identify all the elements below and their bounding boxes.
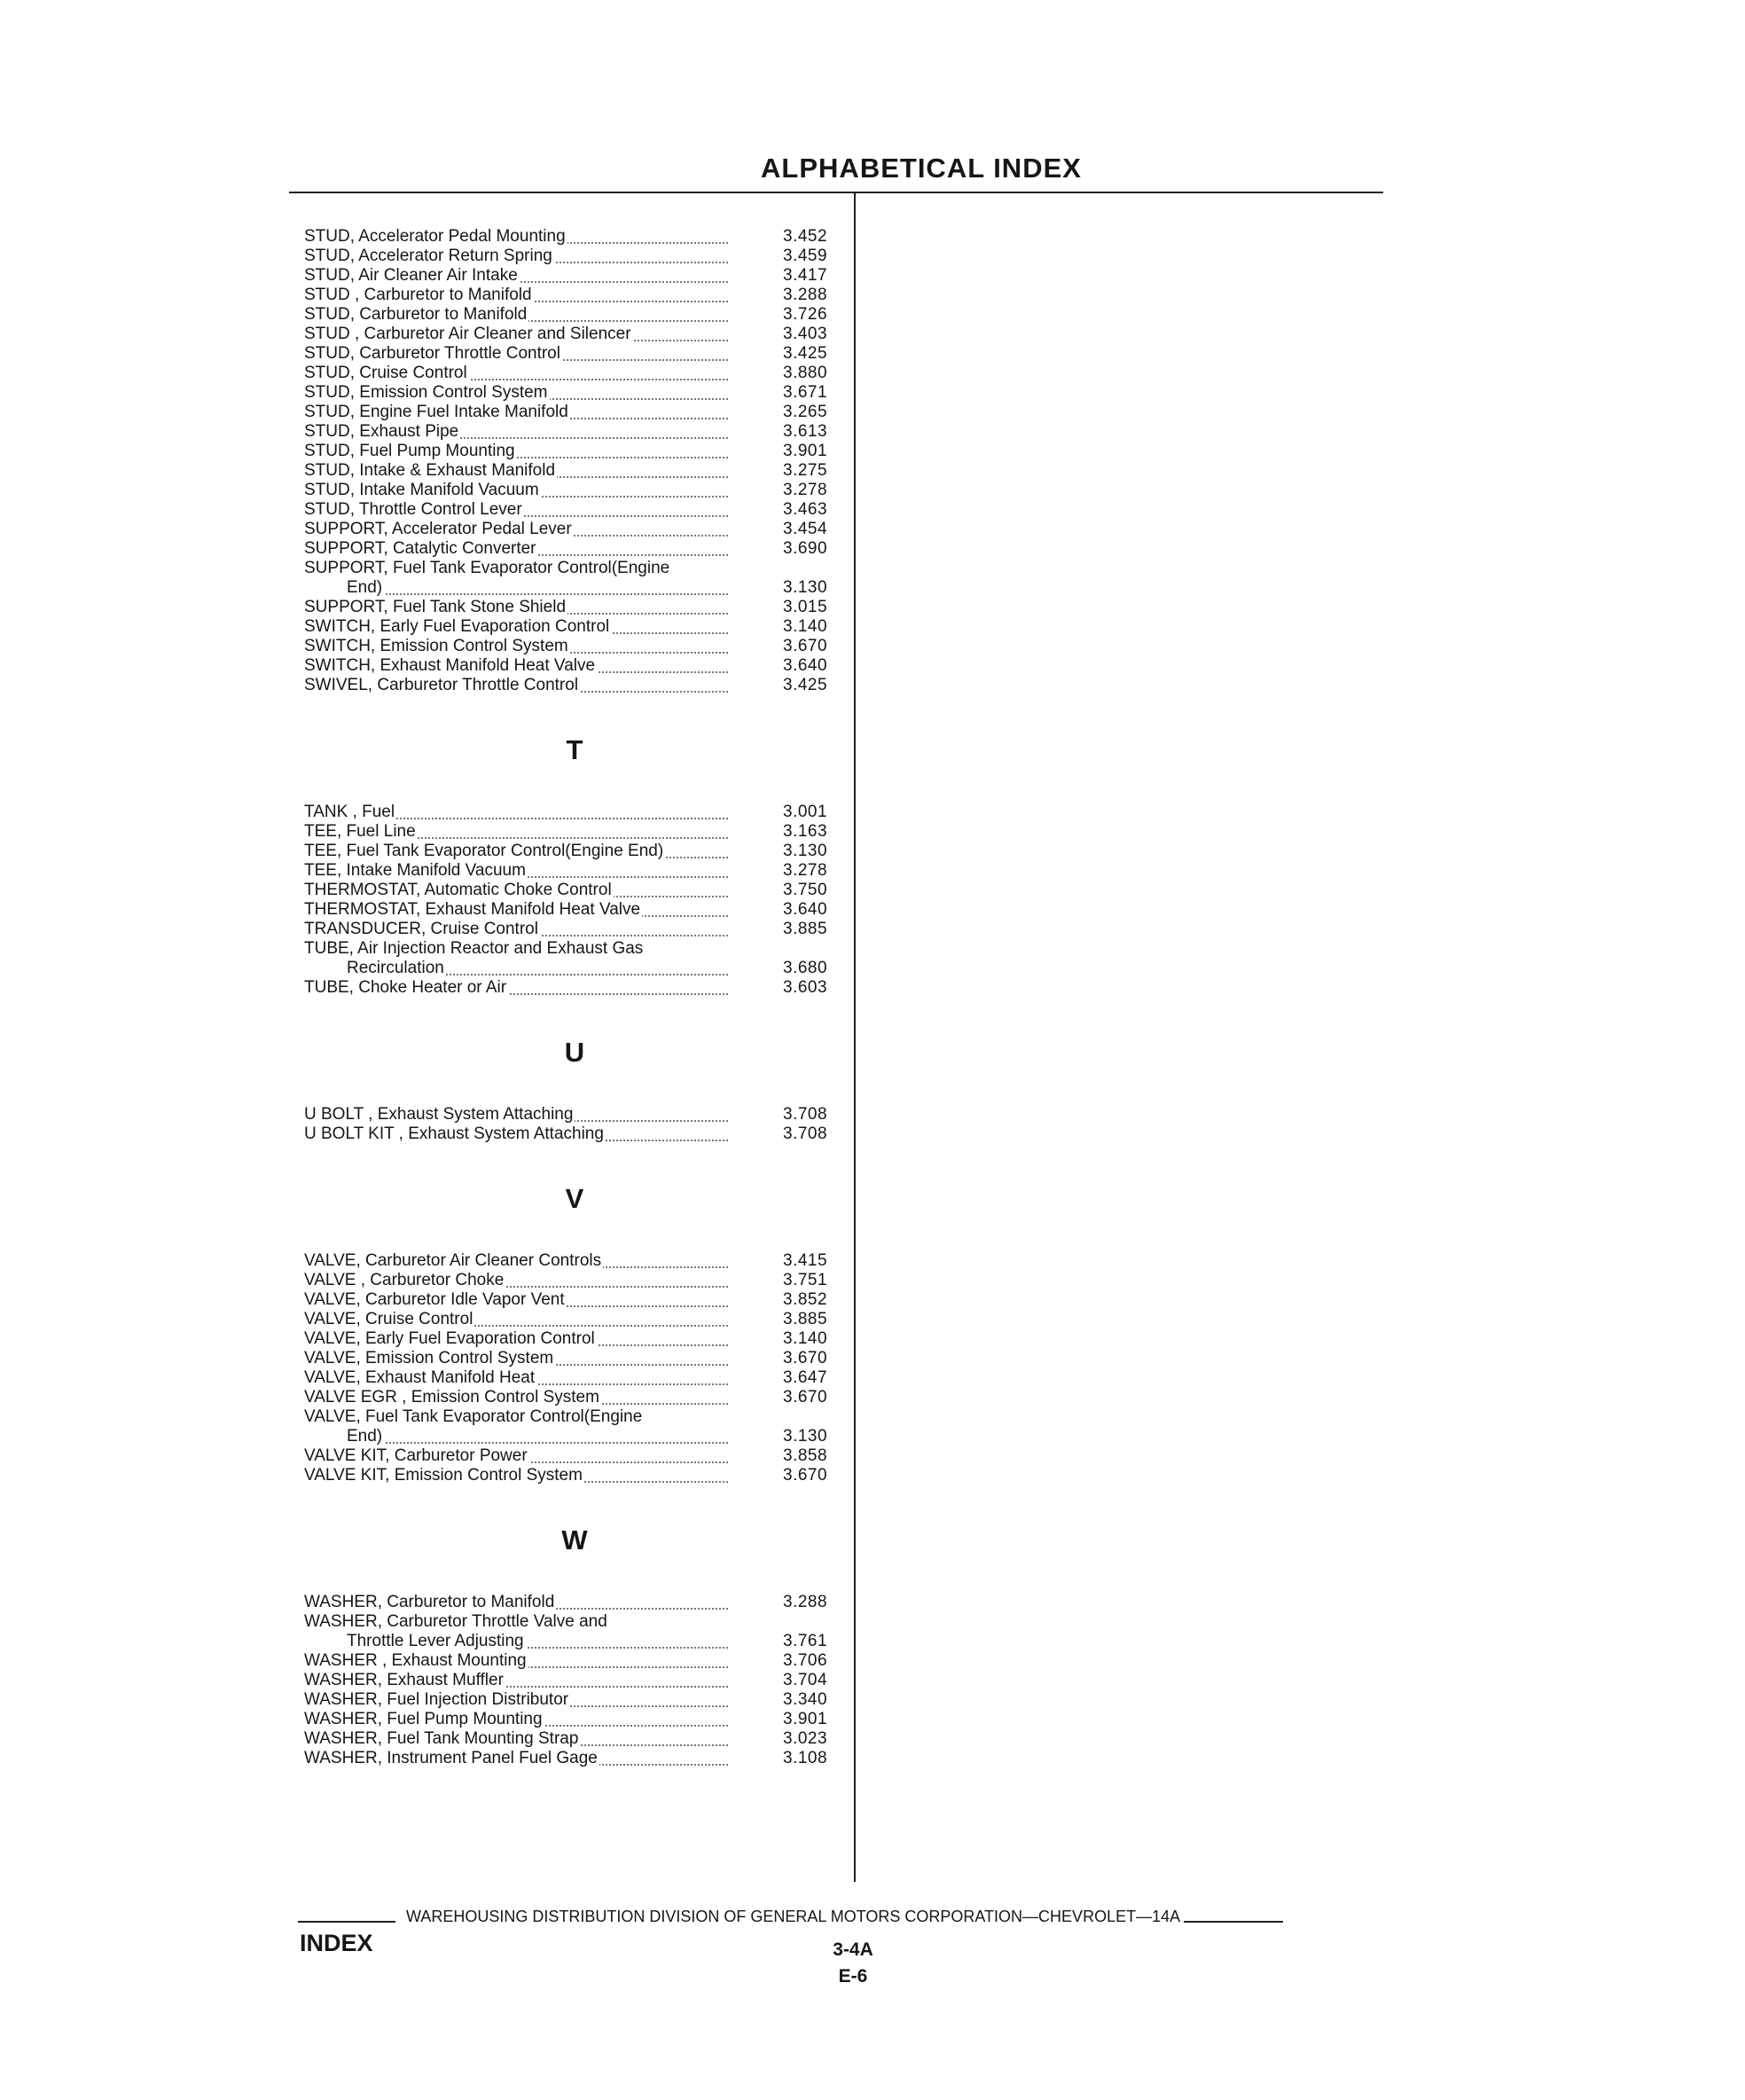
entry-page-ref: 3.140: [783, 1329, 828, 1348]
footer-division-line: [298, 1905, 1406, 1926]
index-entry: [304, 920, 845, 939]
entry-page-ref: 3.761: [783, 1632, 828, 1650]
entry-page-ref: 3.415: [783, 1251, 828, 1270]
entry-page-ref: 3.726: [783, 305, 828, 324]
entry-label: WASHER, Fuel Injection Distributor: [304, 1690, 569, 1709]
entry-label: TEE, Fuel Tank Evaporator Control(Engine End): [304, 842, 664, 860]
entry-page-ref: 3.751: [783, 1271, 828, 1289]
entry-label: STUD, Fuel Pump Mounting: [304, 442, 515, 460]
index-section: [304, 736, 845, 998]
index-section: [304, 1185, 845, 1485]
entry-page-ref: 3.459: [783, 247, 828, 265]
entry-page-ref: 3.108: [783, 1749, 828, 1767]
entry-page-ref: 3.288: [783, 1593, 828, 1611]
page-number: 3-4A: [833, 1939, 873, 1960]
entry-page-ref: 3.670: [783, 1466, 828, 1485]
entry-label: SWITCH, Emission Control System: [304, 637, 568, 655]
entry-label: TEE, Intake Manifold Vacuum: [304, 861, 526, 880]
index-entry: [304, 1612, 845, 1651]
index-section: [304, 1526, 845, 1768]
footer-division-text: WAREHOUSING DISTRIBUTION DIVISION OF GENERAL MOTORS CORPORATION—CHEVROLET—14A: [406, 1908, 1181, 1925]
entry-label: SUPPORT, Catalytic Converter: [304, 539, 536, 558]
section-letter: U: [564, 1037, 585, 1068]
entry-label: VALVE KIT, Emission Control System: [304, 1466, 583, 1485]
entry-continuation-text: End): [304, 578, 384, 597]
index-entry: [304, 656, 845, 676]
entry-page-ref: 3.670: [783, 1388, 828, 1407]
entry-label: TUBE, Air Injection Reactor and Exhaust Gas: [304, 939, 644, 958]
entry-label: STUD, Air Cleaner Air Intake: [304, 266, 518, 285]
entry-label: TRANSDUCER, Cruise Control: [304, 920, 538, 938]
index-entry: [304, 1593, 845, 1612]
entry-page-ref: 3.130: [783, 842, 828, 860]
index-entry: [304, 1729, 845, 1749]
entry-page-ref: 3.140: [783, 617, 828, 636]
index-entry: [304, 559, 845, 598]
footer-page-number: [826, 1937, 880, 1990]
page-code: E-6: [838, 1966, 868, 1986]
entry-page-ref: 3.640: [783, 900, 828, 919]
entry-page-ref: 3.880: [783, 364, 828, 382]
entry-label-cell: [304, 1124, 728, 1144]
entry-label: VALVE, Cruise Control: [304, 1310, 473, 1328]
page-title: ALPHABETICAL INDEX: [761, 153, 1082, 184]
entry-label: TUBE, Choke Heater or Air: [304, 978, 507, 997]
entry-page-ref: 3.425: [783, 676, 828, 694]
title-rule: [289, 192, 1383, 193]
entry-label: WASHER, Instrument Panel Fuel Gage: [304, 1749, 598, 1767]
index-entry: [304, 617, 845, 637]
entry-page-ref: 3.670: [783, 637, 828, 655]
entry-label: SUPPORT, Fuel Tank Stone Shield: [304, 598, 567, 616]
index-entry: [304, 881, 845, 900]
entry-label: WASHER, Exhaust Muffler: [304, 1671, 504, 1689]
entry-page-ref: 3.885: [783, 1310, 828, 1328]
entry-page-ref: 3.704: [783, 1671, 828, 1689]
entry-label: STUD, Carburetor to Manifold: [304, 305, 528, 324]
entry-label: VALVE, Emission Control System: [304, 1349, 554, 1367]
index-entry: [304, 1329, 845, 1349]
index-section: [304, 227, 845, 695]
entry-page-ref: 3.288: [783, 286, 828, 304]
index-entry: [304, 1388, 845, 1407]
entry-page-ref: 3.706: [783, 1651, 828, 1670]
entry-page-ref: 3.750: [783, 881, 828, 899]
entry-label: VALVE, Carburetor Air Cleaner Controls: [304, 1251, 602, 1270]
entry-label: STUD , Carburetor to Manifold: [304, 286, 532, 304]
entry-label-cell: [304, 1388, 728, 1407]
entry-label: WASHER , Exhaust Mounting: [304, 1651, 527, 1670]
entry-page-ref: 3.690: [783, 539, 828, 558]
section-letter: V: [565, 1183, 584, 1214]
entry-label: STUD, Cruise Control: [304, 364, 467, 382]
entry-page-ref: 3.130: [783, 578, 828, 597]
entry-label: TANK , Fuel: [304, 803, 395, 821]
entry-label: STUD, Accelerator Return Spring: [304, 247, 552, 265]
entry-page-ref: 3.425: [783, 344, 828, 363]
section-letter: W: [561, 1524, 588, 1555]
entry-page-ref: 3.708: [783, 1124, 828, 1143]
entry-label-cell: [304, 842, 728, 861]
entry-page-ref: 3.885: [783, 920, 828, 938]
entry-page-ref: 3.452: [783, 227, 828, 246]
entry-label-cell: [304, 1593, 728, 1612]
entry-label: THERMOSTAT, Automatic Choke Control: [304, 881, 612, 899]
entry-label-cell: [304, 539, 728, 559]
entry-page-ref: 3.852: [783, 1290, 828, 1309]
entry-label: STUD, Carburetor Throttle Control: [304, 344, 560, 363]
entry-page-ref: 3.680: [783, 959, 828, 977]
entry-label: STUD, Engine Fuel Intake Manifold: [304, 403, 568, 421]
entry-page-ref: 3.275: [783, 461, 828, 480]
entry-label: SUPPORT, Accelerator Pedal Lever: [304, 520, 572, 538]
entry-label: VALVE, Early Fuel Evaporation Control: [304, 1329, 595, 1348]
index-entry: [304, 539, 845, 559]
entry-label: STUD, Intake & Exhaust Manifold: [304, 461, 556, 480]
entry-label: STUD, Intake Manifold Vacuum: [304, 481, 539, 499]
entry-label: U BOLT , Exhaust System Attaching: [304, 1105, 574, 1124]
entry-page-ref: 3.613: [783, 422, 828, 441]
entry-continuation-text: Throttle Lever Adjusting: [304, 1632, 526, 1650]
entry-page-ref: 3.403: [783, 325, 828, 343]
entry-page-ref: 3.603: [783, 978, 828, 997]
entry-label: SUPPORT, Fuel Tank Evaporator Control(Engine: [304, 559, 670, 577]
entry-page-ref: 3.023: [783, 1729, 828, 1748]
index-entry: [304, 1466, 845, 1485]
entry-continuation-text: Recirculation: [304, 959, 446, 977]
entry-page-ref: 3.417: [783, 266, 828, 285]
index-entry: [304, 1251, 845, 1271]
index-entry: [304, 1124, 845, 1144]
entry-label: VALVE , Carburetor Choke: [304, 1271, 505, 1289]
entry-label: SWIVEL, Carburetor Throttle Control: [304, 676, 579, 694]
entry-label: VALVE, Fuel Tank Evaporator Control(Engine: [304, 1407, 643, 1426]
entry-page-ref: 3.671: [783, 383, 828, 402]
index-entry: [304, 900, 845, 920]
entry-label: VALVE EGR , Emission Control System: [304, 1388, 599, 1407]
entry-page-ref: 3.647: [783, 1368, 828, 1387]
index-entry: [304, 842, 845, 861]
entry-page-ref: 3.454: [783, 520, 828, 538]
entry-page-ref: 3.640: [783, 656, 828, 675]
entry-label: STUD, Accelerator Pedal Mounting: [304, 227, 566, 246]
entry-page-ref: 3.463: [783, 500, 828, 519]
entry-label: VALVE, Exhaust Manifold Heat: [304, 1368, 536, 1387]
entry-page-ref: 3.670: [783, 1349, 828, 1367]
entry-continuation-text: End): [304, 1427, 384, 1446]
entry-page-ref: 3.163: [783, 822, 828, 841]
entry-label: STUD, Exhaust Pipe: [304, 422, 459, 441]
entry-label: STUD , Carburetor Air Cleaner and Silencer: [304, 325, 631, 343]
footer-rule-left: [298, 1920, 395, 1923]
entry-label: VALVE KIT, Carburetor Power: [304, 1446, 528, 1465]
entry-label-cell: [304, 676, 728, 695]
index-entry: [304, 676, 845, 695]
entry-label-cell: [304, 1749, 728, 1768]
entry-label: SWITCH, Exhaust Manifold Heat Valve: [304, 656, 596, 675]
index-entry: [304, 325, 845, 344]
entry-label: VALVE, Carburetor Idle Vapor Vent: [304, 1290, 565, 1309]
entry-label: WASHER, Fuel Tank Mounting Strap: [304, 1729, 579, 1748]
entry-page-ref: 3.130: [783, 1427, 828, 1446]
index-entry: [304, 1407, 845, 1446]
footer-index-label: INDEX: [300, 1930, 373, 1956]
entry-page-ref: 3.340: [783, 1690, 828, 1709]
entry-label-cell: [304, 1466, 728, 1485]
entry-page-ref: 3.901: [783, 442, 828, 460]
entry-page-ref: 3.265: [783, 403, 828, 421]
entry-label-cell: [304, 920, 728, 939]
entry-label: STUD, Emission Control System: [304, 383, 548, 402]
entry-page-ref: 3.858: [783, 1446, 828, 1465]
entry-label: THERMOSTAT, Exhaust Manifold Heat Valve: [304, 900, 641, 919]
entry-label: WASHER, Carburetor to Manifold: [304, 1593, 555, 1611]
entry-page-ref: 3.278: [783, 861, 828, 880]
index-entry: [304, 939, 845, 978]
entry-label: TEE, Fuel Line: [304, 822, 416, 841]
entry-page-ref: 3.708: [783, 1105, 828, 1124]
index-section: [304, 1038, 845, 1144]
section-letter: T: [566, 734, 583, 765]
entry-page-ref: 3.001: [783, 803, 828, 821]
entry-label: WASHER, Fuel Pump Mounting: [304, 1710, 543, 1728]
index-column: [304, 227, 845, 1768]
entry-label: U BOLT KIT , Exhaust System Attaching: [304, 1124, 604, 1143]
entry-label: WASHER, Carburetor Throttle Valve and: [304, 1612, 607, 1631]
entry-label: SWITCH, Early Fuel Evaporation Control: [304, 617, 610, 636]
entry-page-ref: 3.015: [783, 598, 828, 616]
index-entry: [304, 1749, 845, 1768]
column-divider: [854, 193, 856, 1882]
entry-page-ref: 3.278: [783, 481, 828, 499]
entry-page-ref: 3.901: [783, 1710, 828, 1728]
index-entry: [304, 978, 845, 998]
entry-label-cell: [304, 978, 728, 998]
footer-rule-right: [1184, 1920, 1283, 1923]
entry-label: STUD, Throttle Control Lever: [304, 500, 522, 519]
